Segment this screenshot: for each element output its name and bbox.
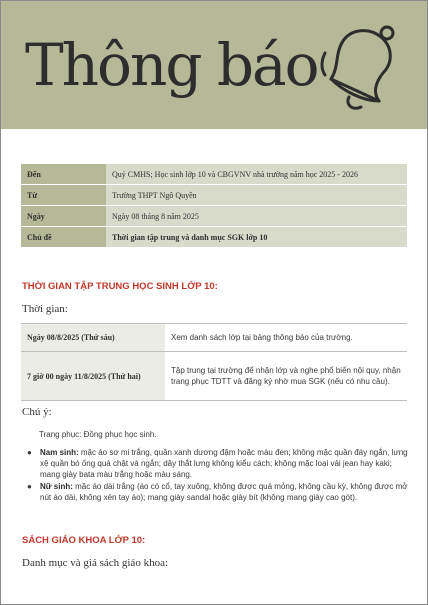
section-heading-textbooks: SÁCH GIÁO KHOA LỚP 10:: [22, 535, 146, 546]
meta-key: Ngày: [21, 206, 106, 227]
meta-key: Chủ đề: [21, 227, 106, 248]
bullet-text: mặc áo dài trắng (áo có cổ, tay xuông, không được quá mỏng, không cầu kỳ, không được mở nút áo dài, không xẻn tay áo); mang giày sandal hoặc giày bít (không mang giày cao gót).: [40, 482, 408, 502]
meta-row: [21, 227, 407, 248]
time-label: Thời gian:: [22, 303, 68, 315]
schedule-date: 7 giờ 00 ngày 11/8/2025 (Thứ hai): [21, 352, 165, 401]
meta-key: Từ: [21, 185, 106, 206]
section-heading-gathering: THỜI GIAN TẬP TRUNG HỌC SINH LỚP 10:: [22, 281, 218, 292]
note-label: Chú ý:: [22, 406, 52, 418]
schedule-row: [21, 324, 407, 352]
page-title: Thông báo: [25, 31, 318, 99]
uniform-bullets: [27, 447, 409, 504]
bullet-label: Nam sinh:: [40, 448, 79, 457]
header-banner: [1, 1, 427, 129]
schedule-desc: Tập trung tại trường để nhận lớp và nghe phổ biến nội quy, nhận trang phục TDTT và đăng ký nhờ mua SGK (nếu có nhu cầu).: [165, 352, 407, 401]
meta-value: Thời gian tập trung và danh mục SGK lớp 10: [106, 227, 407, 248]
bullet-dot: ●: [27, 448, 32, 457]
meta-row: [21, 206, 407, 227]
meta-value: Quý CMHS; Học sinh lớp 10 và CBGVNV nhà trường năm học 2025 - 2026: [106, 164, 407, 185]
meta-table: [21, 163, 407, 248]
schedule-table: [21, 323, 407, 401]
meta-value: Trường THPT Ngô Quyền: [106, 185, 407, 206]
uniform-text: Trang phục: Đồng phục học sinh.: [39, 430, 157, 439]
textbook-intro: Danh mục và giá sách giáo khoa:: [22, 557, 169, 569]
bullet-dot: ●: [27, 482, 32, 491]
schedule-date: Ngày 08/8/2025 (Thứ sáu): [21, 324, 165, 352]
schedule-row: [21, 352, 407, 401]
meta-value: Ngày 08 tháng 8 năm 2025: [106, 206, 407, 227]
list-item: [27, 447, 409, 480]
bell-icon: [309, 13, 405, 113]
meta-row: [21, 185, 407, 206]
schedule-desc: Xem danh sách lớp tại bảng thông báo của trường.: [165, 324, 407, 352]
meta-row: [21, 164, 407, 185]
list-item: [27, 481, 409, 503]
bullet-text: mặc áo sơ mi trắng, quần xanh dương đậm hoặc màu đen; không mặc quần đáy ngắn, lưng xệ quần bó ống quá chật và ngắn; dây thắt lưng không kiểu cách; không mặc loại vải jean hay kaki; mang giày bata màu trắng hoặc màu sáng.: [40, 448, 408, 479]
meta-key: Đến: [21, 164, 106, 185]
bullet-label: Nữ sinh:: [40, 482, 73, 491]
